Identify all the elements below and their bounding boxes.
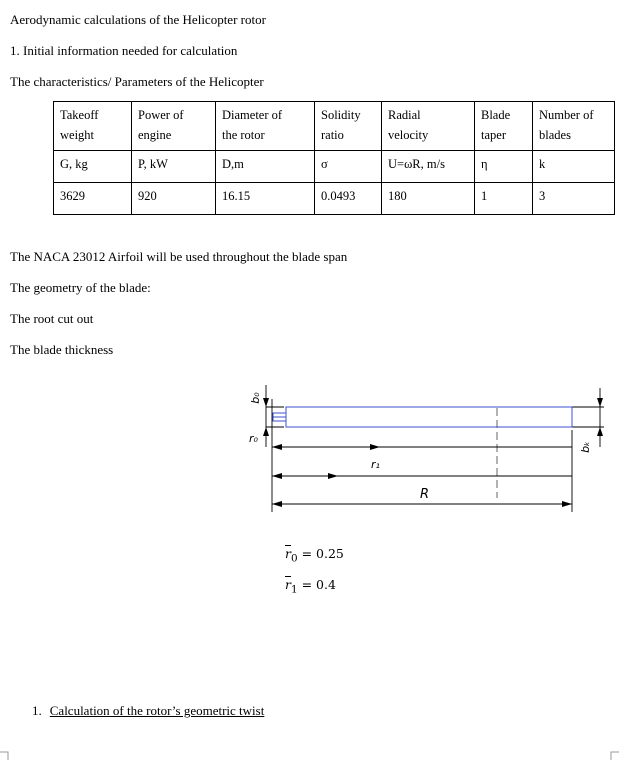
R-label: R — [420, 487, 430, 502]
header-line: ratio — [321, 128, 344, 142]
r1-symbol: $\overline{r}$ — [285, 577, 291, 592]
value-cell: 0.0493 — [315, 183, 382, 215]
value-cell: 3629 — [54, 183, 132, 215]
r0-value: = 0.25 — [301, 546, 344, 561]
header-line: blades — [539, 128, 571, 142]
symbol-cell: η — [475, 151, 533, 183]
heading-title: Calculation of the rotor’s geometric twist — [49, 703, 265, 718]
r1-subscript: 1 — [290, 583, 298, 596]
section-heading: 1. Initial information needed for calculation — [10, 43, 238, 58]
b0-label: b₀ — [249, 392, 262, 404]
header-line: Number of — [539, 108, 594, 122]
value-cell: 1 — [475, 183, 533, 215]
params-intro: The characteristics/ Parameters of the Helicopter — [10, 74, 264, 89]
header-line: velocity — [388, 128, 429, 142]
header-line: Diameter of — [222, 108, 283, 122]
r1-value: = 0.4 — [301, 577, 336, 592]
value-cell: 920 — [132, 183, 216, 215]
thickness-label: The blade thickness — [10, 342, 114, 357]
r0-symbol: $\overline{r}$ — [285, 546, 291, 561]
header-line: weight — [60, 128, 95, 142]
symbol-cell: U=ωR, m/s — [382, 151, 475, 183]
value-cell: 3 — [533, 183, 615, 215]
corner-mark-right — [611, 752, 619, 760]
symbol-cell: σ — [315, 151, 382, 183]
bk-label: bₖ — [579, 441, 592, 453]
header-line: taper — [481, 128, 506, 142]
header-line: engine — [138, 128, 172, 142]
symbol-cell: P, kW — [132, 151, 216, 183]
header-line: Radial — [388, 108, 421, 122]
header-line: Power of — [138, 108, 184, 122]
value-cell: 180 — [382, 183, 475, 215]
header-line: Solidity — [321, 108, 361, 122]
heading-number: 1. — [32, 703, 42, 718]
symbol-cell: G, kg — [54, 151, 132, 183]
r0-subscript: 0 — [290, 552, 298, 565]
corner-mark-left — [0, 752, 8, 760]
symbol-cell: D,m — [216, 151, 315, 183]
root-cut-label: The root cut out — [10, 311, 94, 326]
value-cell: 16.15 — [216, 183, 315, 215]
header-line: the rotor — [222, 128, 265, 142]
symbol-cell: k — [533, 151, 615, 183]
r0-label: r₀ — [249, 432, 258, 445]
r1-label: r₁ — [371, 458, 380, 471]
airfoil-note: The NACA 23012 Airfoil will be used throughout the blade span — [10, 249, 348, 264]
geometry-label: The geometry of the blade: — [10, 280, 151, 295]
header-line: Takeoff — [60, 108, 99, 122]
header-line: Blade — [481, 108, 511, 122]
doc-title: Aerodynamic calculations of the Helicopter rotor — [10, 12, 266, 27]
